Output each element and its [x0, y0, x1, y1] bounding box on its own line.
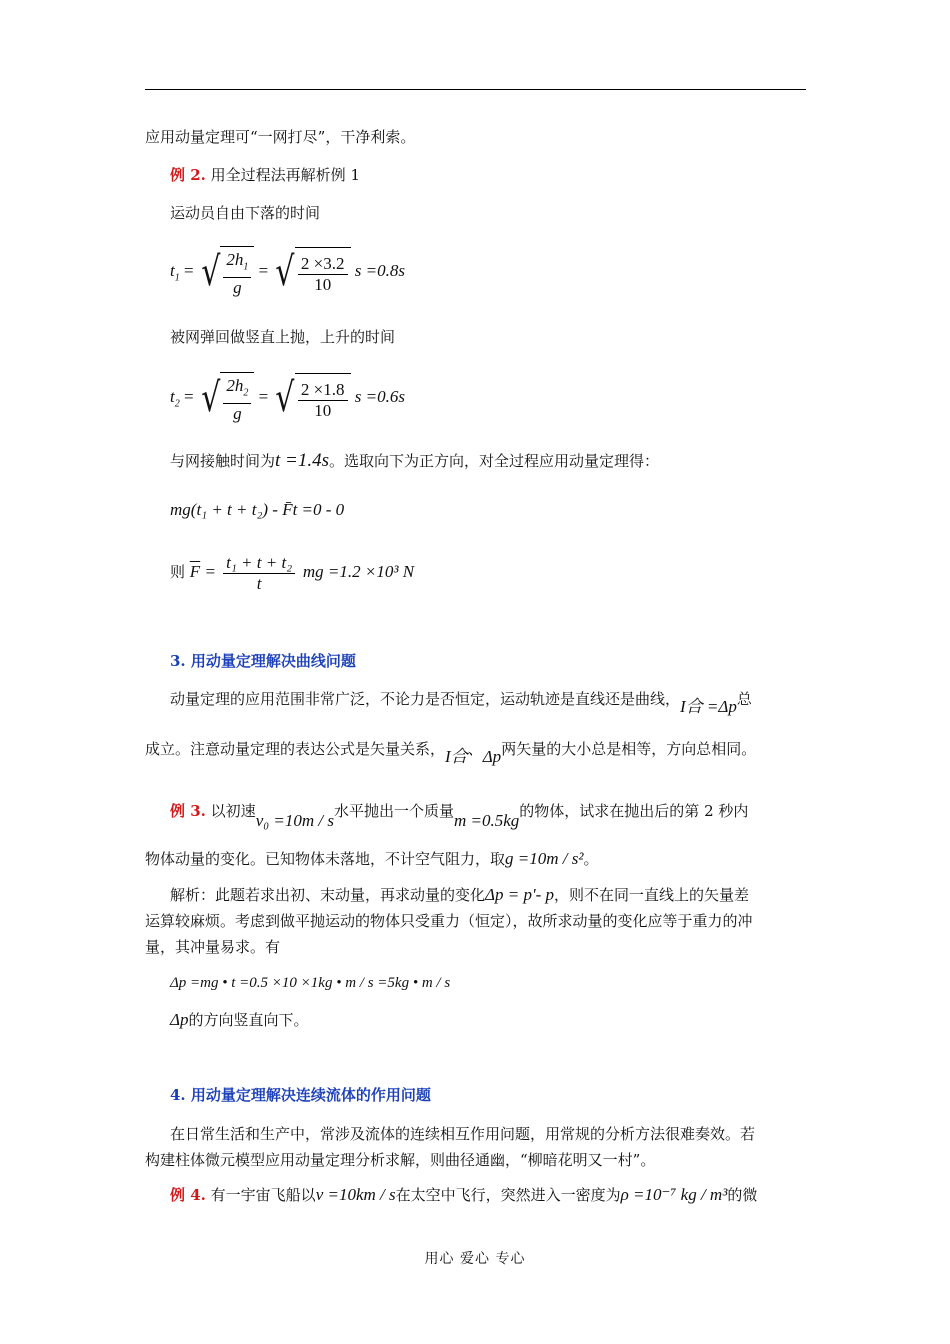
- solution-line-2: 运算较麻烦。考虑到做平抛运动的物体只受重力（恒定），故所求动量的变化应等于重力的冲: [145, 912, 753, 930]
- example-4-label: 例 4.: [170, 1186, 206, 1204]
- example-3-line-2: 物体动量的变化。已知物体未落地，不计空气阻力，取g =10m / s²。: [145, 849, 599, 868]
- section-3-title: 3. 用动量定理解决曲线问题: [170, 652, 356, 670]
- example-2-text: 用全过程法再解析例 1: [210, 166, 360, 184]
- section-3-para-line-1: 动量定理的应用范围非常广泛，不论力是否恒定，运动轨迹是直线还是曲线，I合 =Δp总: [170, 690, 752, 716]
- example-4-line-1: 例 4. 有一宇宙飞船以v =10km / s在太空中飞行，突然进入一密度为ρ =10⁻⁷ kg / m³的微: [170, 1185, 758, 1204]
- average-force-equation: 则 $\overline{F}$ = $\frac{\text{t₁ + t + t₂}}{t}$ mg =1.2 ×10³ N: [170, 552, 415, 593]
- example-2-heading: [170, 160, 832, 190]
- t1-equation: $t_1$ = √ $\frac{2h_1}{g}$ = √ $\frac{2 \times 3.2}{10}$ s =0.8s: [170, 246, 832, 302]
- contact-time-line: 与网接触时间为t =1.4s。选取向下为正方向，对全过程应用动量定理得：: [170, 450, 660, 471]
- page-footer: 用心 爱心 专心: [424, 1251, 526, 1267]
- solution-line-1: 解析：此题若求出初、末动量，再求动量的变化Δp = p'- p，则不在同一直线上的矢量差: [170, 885, 750, 904]
- solution-line-3: 量，其冲量易求。有: [145, 938, 281, 956]
- example-3-label: 例 3.: [170, 802, 206, 820]
- momentum-theorem-equation: mg(t₁ + t + t₂) - F̄t =0 - 0: [170, 500, 345, 519]
- section-4-title: 4. 用动量定理解决连续流体的作用问题: [170, 1086, 431, 1104]
- t2-equation: $t_2$ = √ $\frac{2h_2}{g}$ = √ $\frac{2 \times 1.8}{10}$ s =0.6s: [170, 372, 832, 428]
- freefall-time-text: 运动员自由下落的时间: [170, 204, 321, 222]
- example-2-label: 例 2.: [170, 166, 206, 184]
- rebound-time-text: 被网弹回做竖直上抛，上升的时间: [170, 328, 396, 346]
- section-4-para-line-2: 构建柱体微元模型应用动量定理分析求解，则曲径通幽，“柳暗花明又一村”。: [145, 1151, 656, 1169]
- section-3-para-line-2: 成立。注意动量定理的表达公式是矢量关系，I合、Δp两矢量的大小总是相等，方向总相同。: [145, 740, 757, 766]
- intro-line: 应用动量定理可“一网打尽”，干净利索。: [145, 128, 416, 146]
- example-3-line-1: 例 3. 以初速v₀ =10m / s水平抛出一个质量m =0.5kg的物体，试求在抛出后的第 2 秒内: [170, 802, 749, 830]
- section-4-para-line-1: 在日常生活和生产中，常涉及流体的连续相互作用问题，用常规的分析方法很难奏效。若: [170, 1125, 756, 1143]
- header-rule: [145, 89, 806, 90]
- direction-line: Δp的方向竖直向下。: [170, 1010, 309, 1029]
- momentum-change-calc: Δp =mg • t =0.5 ×10 ×1kg • m / s =5kg • m / s: [170, 975, 451, 991]
